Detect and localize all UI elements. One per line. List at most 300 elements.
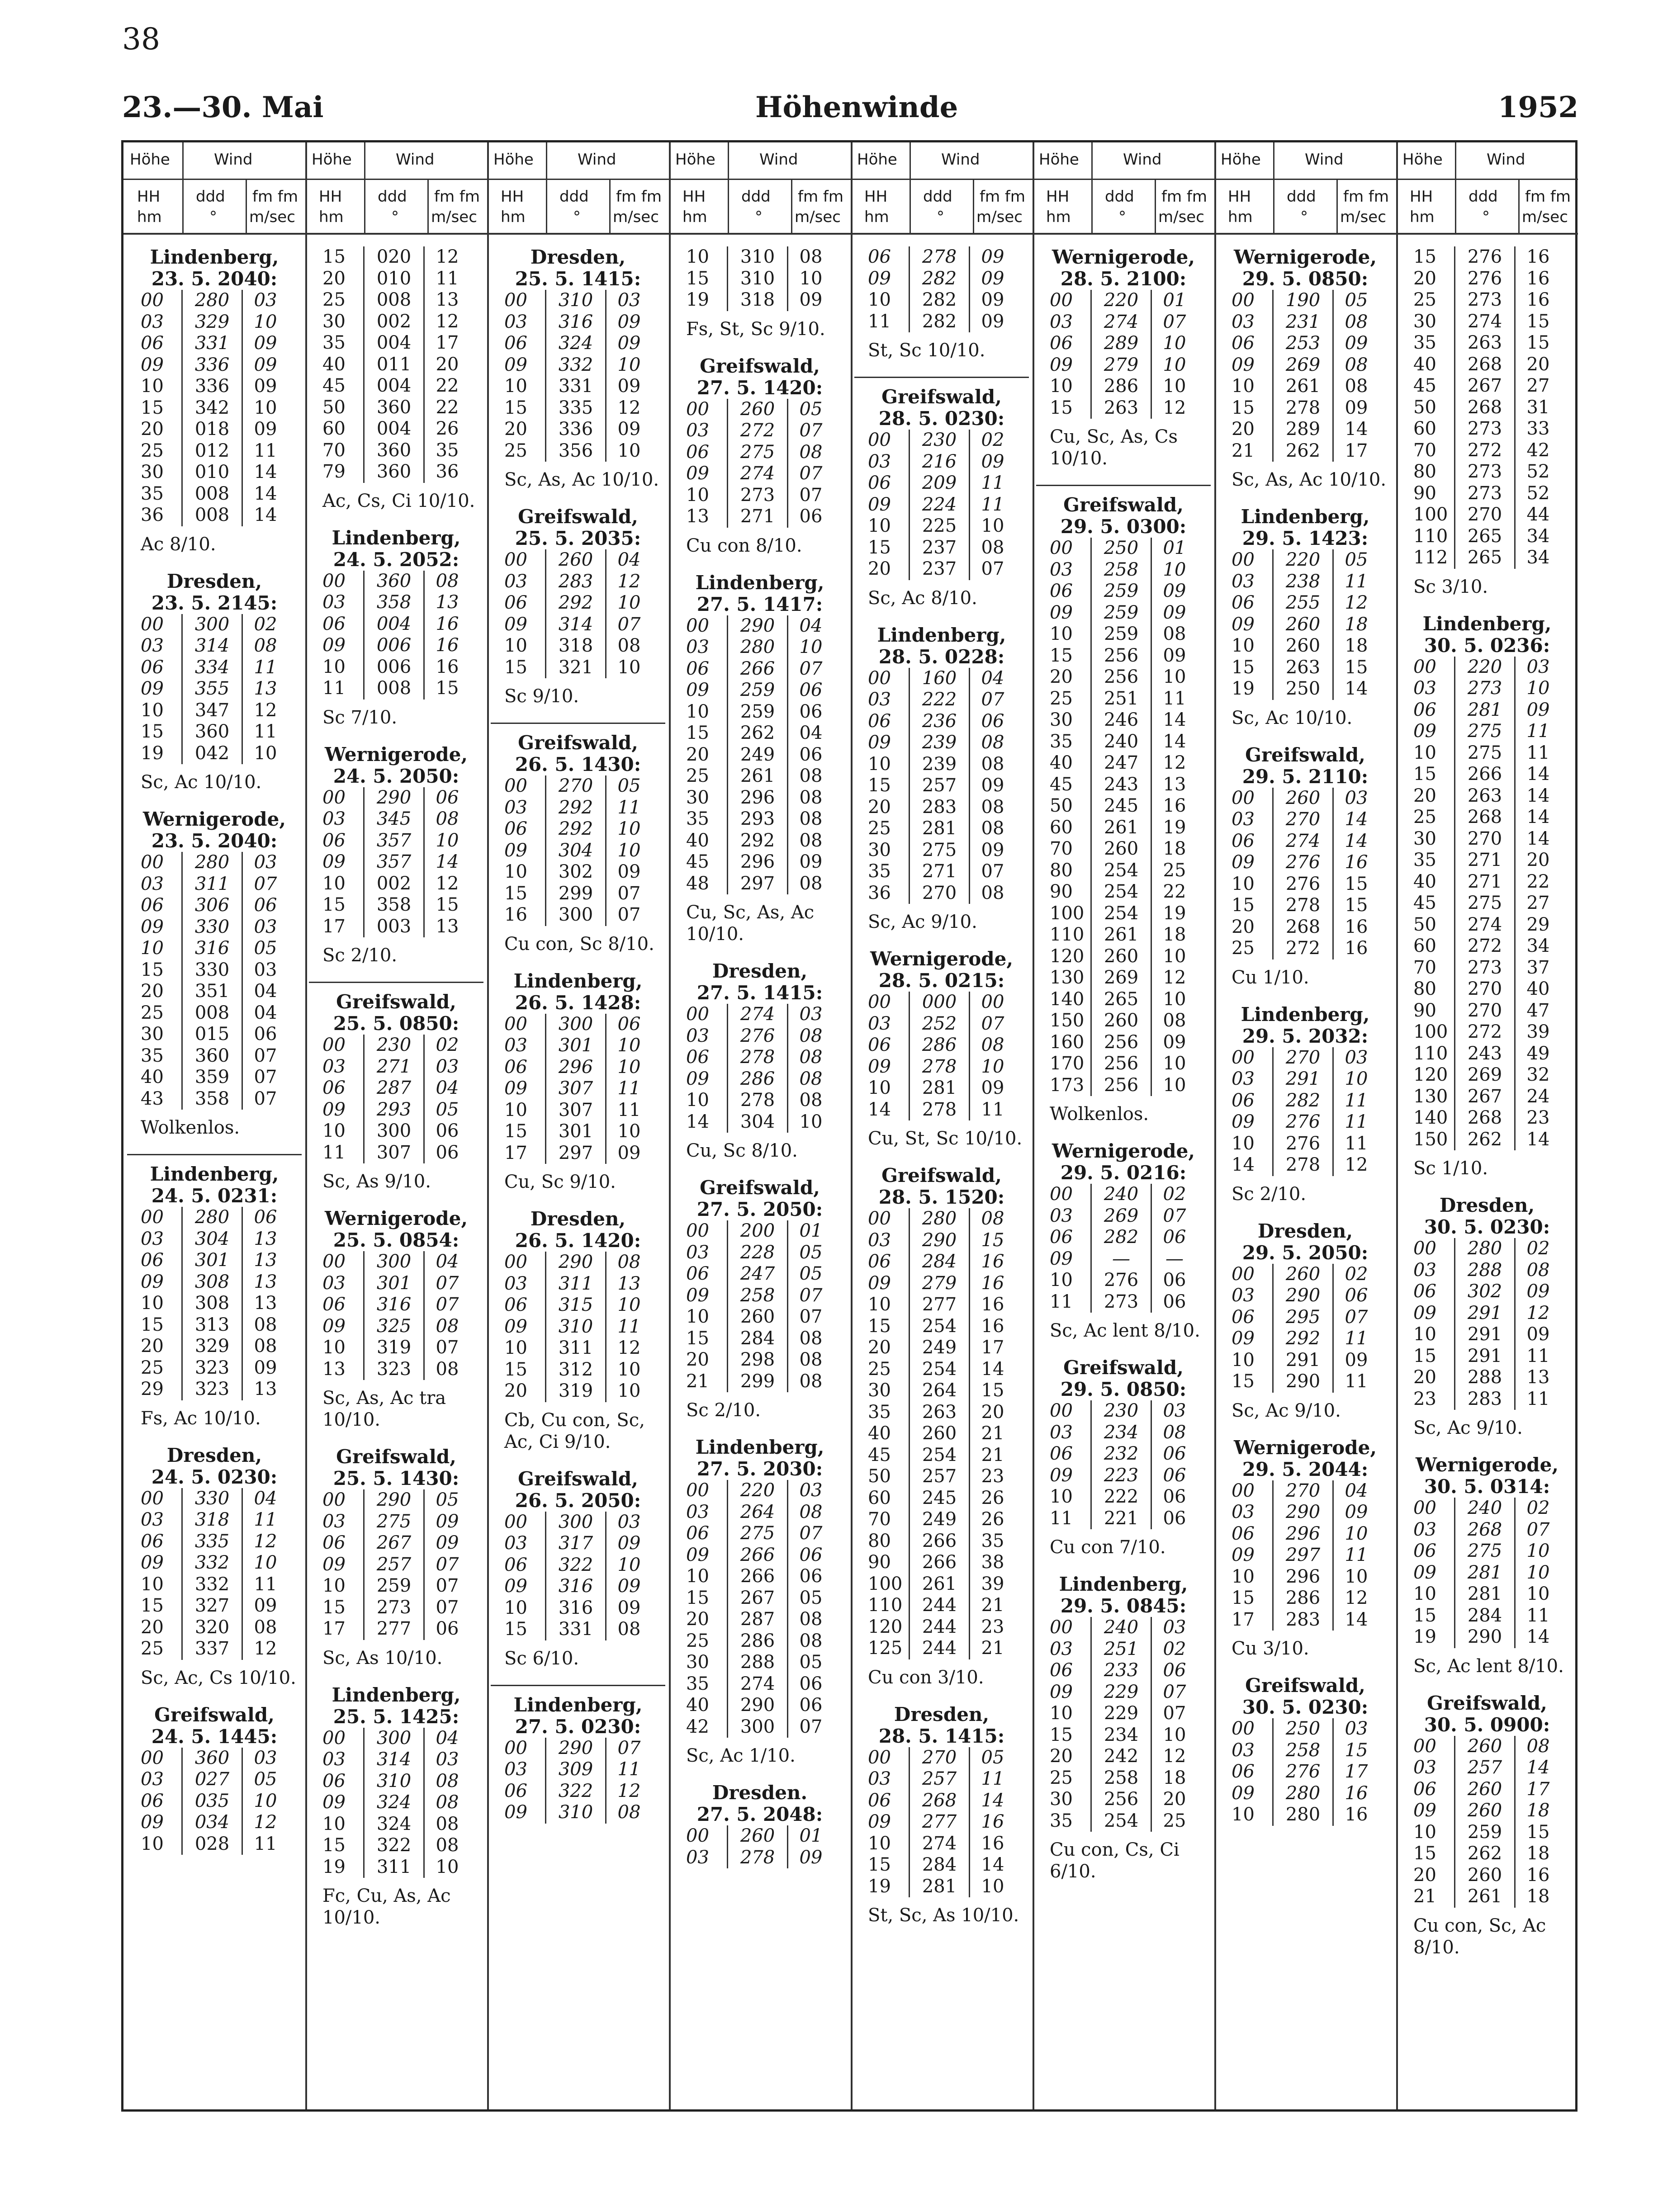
wind-speed: 11 bbox=[981, 473, 1004, 493]
wind-direction: 262 bbox=[1272, 440, 1334, 462]
table-row bbox=[1400, 764, 1574, 785]
table-row bbox=[673, 723, 847, 744]
height-hm: 03 bbox=[141, 311, 164, 332]
wind-direction: 268 bbox=[1272, 917, 1334, 938]
height-hm: 10 bbox=[141, 700, 164, 721]
cloud-remark: Sc, As, Ac 10/10. bbox=[504, 469, 659, 490]
wind-direction: 301 bbox=[545, 1035, 606, 1057]
wind-direction: 278 bbox=[1272, 1154, 1334, 1176]
wind-direction: 259 bbox=[1090, 602, 1152, 624]
height-hm: 130 bbox=[1413, 1086, 1448, 1107]
height-hm: 15 bbox=[1232, 1371, 1255, 1392]
wind-direction: 260 bbox=[1272, 788, 1334, 809]
table-row bbox=[1400, 742, 1574, 764]
wind-direction: 351 bbox=[181, 981, 243, 1002]
sounding-block bbox=[1400, 1692, 1574, 1958]
table-row bbox=[673, 268, 847, 290]
sounding-date: 23. 5. 2040: bbox=[151, 268, 278, 290]
height-hm: 09 bbox=[868, 268, 891, 289]
wind-speed: 52 bbox=[1526, 482, 1550, 504]
wind-speed: 13 bbox=[254, 1379, 277, 1399]
station-name: Greifswald, bbox=[700, 354, 820, 377]
table-row bbox=[309, 1337, 483, 1359]
wind-speed: 11 bbox=[1345, 1133, 1368, 1154]
height-hm: 10 bbox=[322, 1813, 346, 1834]
station-name: Dresden, bbox=[712, 960, 808, 982]
header-divider bbox=[609, 179, 611, 233]
height-hm: 03 bbox=[322, 808, 346, 829]
wind-direction: 276 bbox=[1272, 874, 1334, 895]
wind-direction: 234 bbox=[1090, 1422, 1152, 1444]
table-row bbox=[1036, 1075, 1211, 1097]
wind-speed: 09 bbox=[1526, 699, 1550, 720]
wind-speed: 02 bbox=[1163, 1638, 1186, 1659]
wind-speed: 04 bbox=[799, 723, 823, 743]
height-hm: 45 bbox=[686, 851, 709, 872]
wind-direction: 270 bbox=[1454, 978, 1516, 1000]
wind-speed: 09 bbox=[1163, 645, 1186, 666]
height-hm: 15 bbox=[504, 1359, 527, 1380]
height-hm: 15 bbox=[1413, 246, 1436, 267]
table-row bbox=[854, 689, 1029, 711]
sounding-date: 29. 5. 2032: bbox=[1242, 1025, 1369, 1047]
table-row bbox=[491, 840, 665, 862]
sounding-block bbox=[1400, 613, 1574, 1180]
wind-speed: 15 bbox=[1345, 657, 1368, 678]
height-hm: 70 bbox=[1413, 440, 1436, 461]
wind-direction: 272 bbox=[1272, 938, 1334, 959]
wind-speed: 21 bbox=[981, 1444, 1004, 1465]
header-msec: m/sec bbox=[976, 208, 1023, 226]
wind-speed: 04 bbox=[254, 981, 277, 1002]
wind-speed: 12 bbox=[1163, 967, 1186, 988]
wind-direction: 260 bbox=[727, 1306, 788, 1328]
sounding-date: 24. 5. 2050: bbox=[333, 765, 460, 787]
table-row bbox=[1400, 1281, 1574, 1303]
wind-speed: 09 bbox=[1345, 1502, 1368, 1522]
wind-direction: 332 bbox=[181, 1552, 243, 1574]
height-hm: 03 bbox=[141, 1228, 164, 1249]
height-hm: 15 bbox=[1050, 397, 1073, 418]
wind-speed: 04 bbox=[436, 1727, 459, 1749]
wind-speed: 21 bbox=[981, 1423, 1004, 1444]
wind-speed: 34 bbox=[1526, 547, 1550, 568]
cloud-remark: Sc, As 9/10. bbox=[322, 1171, 431, 1192]
height-hm: 15 bbox=[868, 1854, 891, 1875]
header-hm: hm bbox=[682, 208, 707, 226]
wind-direction: 275 bbox=[727, 442, 788, 463]
wind-direction: 255 bbox=[1272, 592, 1334, 614]
wind-direction: 323 bbox=[181, 1357, 243, 1379]
table-row bbox=[1400, 850, 1574, 871]
height-hm: 110 bbox=[1413, 1043, 1448, 1064]
wind-speed: 15 bbox=[1526, 311, 1550, 332]
table-row bbox=[491, 1252, 665, 1273]
wind-direction: 287 bbox=[363, 1078, 425, 1099]
wind-speed: 16 bbox=[1163, 795, 1186, 816]
table-row bbox=[491, 1057, 665, 1078]
sounding-date: 24. 5. 1445: bbox=[151, 1725, 278, 1748]
height-hm: 09 bbox=[1050, 602, 1073, 623]
wind-direction: 267 bbox=[1454, 1086, 1516, 1108]
wind-direction: — bbox=[1090, 1248, 1152, 1270]
wind-speed: 06 bbox=[1163, 1660, 1186, 1681]
height-hm: 03 bbox=[322, 592, 346, 613]
station-name: Greifswald, bbox=[154, 1703, 275, 1726]
height-hm: 09 bbox=[322, 851, 346, 872]
wind-direction: 268 bbox=[1454, 397, 1516, 419]
wind-speed: 09 bbox=[981, 289, 1004, 310]
wind-speed: 07 bbox=[1163, 311, 1186, 332]
wind-direction: 259 bbox=[727, 701, 788, 723]
table-row bbox=[1400, 440, 1574, 462]
wind-speed: 23 bbox=[981, 1616, 1004, 1637]
wind-direction: 277 bbox=[363, 1618, 425, 1640]
table-row bbox=[1036, 645, 1211, 667]
table-row bbox=[127, 1834, 302, 1855]
wind-direction: 301 bbox=[363, 1273, 425, 1295]
cloud-remark: Sc 2/10. bbox=[1232, 1183, 1307, 1205]
wind-speed: 07 bbox=[799, 420, 823, 441]
column-header bbox=[851, 142, 1033, 235]
table-row bbox=[127, 290, 302, 312]
cloud-remark: Cu con 8/10. bbox=[686, 535, 802, 556]
height-hm: 06 bbox=[322, 830, 346, 851]
table-row bbox=[854, 1294, 1029, 1316]
wind-speed: 12 bbox=[254, 1638, 277, 1659]
table-row bbox=[1218, 549, 1393, 571]
height-hm: 00 bbox=[322, 1489, 346, 1510]
wind-speed: 11 bbox=[254, 1833, 277, 1854]
height-hm: 25 bbox=[141, 1357, 164, 1378]
height-hm: 09 bbox=[504, 840, 527, 861]
wind-speed: 05 bbox=[1345, 290, 1368, 311]
wind-direction: 297 bbox=[545, 1143, 606, 1164]
sounding-block bbox=[854, 377, 1029, 609]
wind-direction: 247 bbox=[1090, 752, 1152, 774]
station-name: Wernigerode, bbox=[1052, 246, 1195, 268]
height-hm: 09 bbox=[1232, 1782, 1255, 1804]
wind-direction: 244 bbox=[909, 1616, 970, 1638]
sounding-date: 29. 5. 1423: bbox=[1242, 527, 1369, 549]
height-hm: 03 bbox=[141, 1769, 164, 1790]
wind-direction: 317 bbox=[545, 1533, 606, 1555]
wind-direction: 279 bbox=[1090, 354, 1152, 376]
wind-speed: 09 bbox=[981, 246, 1004, 267]
height-hm: 25 bbox=[322, 289, 346, 310]
sounding-block bbox=[127, 571, 302, 794]
wind-direction: 228 bbox=[727, 1242, 788, 1264]
wind-speed: 07 bbox=[799, 658, 823, 679]
wind-direction: 296 bbox=[1272, 1566, 1334, 1588]
height-hm: 10 bbox=[1232, 873, 1255, 894]
table-row bbox=[673, 1111, 847, 1133]
wind-direction: 267 bbox=[727, 1588, 788, 1609]
wind-speed: 09 bbox=[617, 1597, 641, 1618]
table-row bbox=[491, 1555, 665, 1576]
table-row bbox=[127, 483, 302, 505]
cloud-remark: Fs, Ac 10/10. bbox=[141, 1408, 261, 1429]
wind-direction: 337 bbox=[181, 1638, 243, 1660]
wind-speed: 14 bbox=[254, 462, 277, 482]
sounding-block bbox=[1400, 1195, 1574, 1439]
sounding-date: 26. 5. 1428: bbox=[515, 991, 641, 1014]
wind-speed: 10 bbox=[1163, 1724, 1186, 1745]
wind-direction: 306 bbox=[181, 895, 243, 917]
table-row bbox=[1400, 1367, 1574, 1389]
table-row bbox=[854, 1488, 1029, 1509]
wind-direction: 042 bbox=[181, 743, 243, 765]
wind-speed: 22 bbox=[1526, 871, 1550, 892]
table-row bbox=[491, 1273, 665, 1295]
wind-speed: 11 bbox=[1163, 688, 1186, 709]
table-row bbox=[1400, 1886, 1574, 1908]
sounding-block bbox=[491, 970, 665, 1193]
station-name: Lindenberg, bbox=[150, 1163, 279, 1185]
wind-direction: 250 bbox=[1272, 1718, 1334, 1740]
wind-speed: 16 bbox=[1526, 246, 1550, 267]
station-name: Lindenberg, bbox=[150, 246, 279, 268]
sounding-block bbox=[309, 246, 483, 512]
height-hm: 03 bbox=[1413, 1519, 1436, 1540]
height-hm: 30 bbox=[322, 311, 346, 332]
sounding-block bbox=[1400, 246, 1574, 598]
table-row bbox=[1218, 657, 1393, 679]
wind-direction: 237 bbox=[909, 558, 970, 580]
height-hm: 10 bbox=[1232, 635, 1255, 656]
table-row bbox=[1036, 581, 1211, 602]
height-hm: 25 bbox=[1232, 938, 1255, 959]
wind-direction: 322 bbox=[545, 1781, 606, 1802]
wind-direction: 302 bbox=[1454, 1281, 1516, 1303]
wind-direction: 224 bbox=[909, 494, 970, 516]
wind-speed: 10 bbox=[799, 1111, 823, 1132]
wind-direction: 271 bbox=[909, 861, 970, 883]
height-hm: 09 bbox=[1232, 1328, 1255, 1349]
height-hm: 19 bbox=[1413, 1626, 1436, 1647]
wind-direction: 281 bbox=[1454, 1583, 1516, 1605]
table-row bbox=[127, 959, 302, 981]
wind-direction: 160 bbox=[909, 668, 970, 690]
wind-direction: 264 bbox=[727, 1502, 788, 1523]
station-name: Lindenberg, bbox=[877, 624, 1006, 646]
table-row bbox=[309, 1511, 483, 1533]
wind-speed: 12 bbox=[254, 1812, 277, 1833]
wind-speed: 10 bbox=[254, 311, 277, 332]
wind-speed: 08 bbox=[1526, 1735, 1550, 1757]
wind-direction: 358 bbox=[363, 894, 425, 916]
height-hm: 06 bbox=[1050, 1660, 1073, 1681]
table-row bbox=[127, 1748, 302, 1769]
wind-direction: 300 bbox=[545, 1512, 606, 1533]
wind-speed: 14 bbox=[1526, 828, 1550, 849]
table-row bbox=[673, 1695, 847, 1716]
station-name: Wernigerode, bbox=[1415, 1454, 1559, 1476]
wind-direction: 335 bbox=[545, 397, 606, 419]
height-hm: 09 bbox=[1050, 1248, 1073, 1269]
height-hm: 80 bbox=[868, 1530, 891, 1551]
wind-direction: 276 bbox=[1272, 852, 1334, 874]
table-row bbox=[127, 1207, 302, 1229]
wind-direction: 018 bbox=[181, 419, 243, 440]
wind-direction: 269 bbox=[1272, 354, 1334, 376]
wind-speed: 27 bbox=[1526, 375, 1550, 396]
wind-direction: 292 bbox=[545, 797, 606, 819]
wind-direction: 336 bbox=[181, 354, 243, 376]
wind-speed: 42 bbox=[1526, 440, 1550, 461]
header-hoehe: Höhe bbox=[857, 151, 897, 169]
height-hm: 03 bbox=[1232, 1068, 1255, 1089]
table-row bbox=[1036, 1746, 1211, 1768]
table-row bbox=[673, 463, 847, 485]
table-column bbox=[1396, 142, 1578, 2109]
wind-speed: 11 bbox=[254, 440, 277, 461]
wind-direction: 004 bbox=[363, 614, 425, 635]
header-hh: HH bbox=[319, 188, 342, 206]
wind-speed: 14 bbox=[1526, 1626, 1550, 1647]
cloud-remark: Sc 9/10. bbox=[504, 686, 579, 707]
table-row bbox=[673, 1609, 847, 1631]
wind-speed: 07 bbox=[436, 1272, 459, 1294]
height-hm: 15 bbox=[141, 397, 164, 418]
wind-direction: 298 bbox=[727, 1349, 788, 1371]
height-hm: 00 bbox=[1413, 1498, 1436, 1518]
height-hm: 29 bbox=[141, 1379, 164, 1399]
table-row bbox=[854, 1747, 1029, 1769]
header-deg: ° bbox=[1300, 208, 1308, 226]
wind-speed: 06 bbox=[799, 680, 823, 700]
height-hm: 48 bbox=[686, 873, 709, 894]
table-row bbox=[1400, 246, 1574, 268]
header-deg: ° bbox=[1118, 208, 1126, 226]
height-hm: 10 bbox=[1232, 1133, 1255, 1154]
wind-direction: 266 bbox=[1454, 764, 1516, 785]
sounding-block bbox=[1218, 506, 1393, 729]
wind-direction: 270 bbox=[545, 775, 606, 797]
wind-direction: 300 bbox=[181, 614, 243, 636]
table-row bbox=[1218, 1350, 1393, 1371]
wind-direction: 240 bbox=[1090, 1184, 1152, 1205]
page-number: 38 bbox=[122, 22, 160, 57]
height-hm: 10 bbox=[686, 484, 709, 506]
wind-direction: 324 bbox=[545, 333, 606, 354]
wind-direction: 290 bbox=[363, 787, 425, 809]
wind-direction: 290 bbox=[363, 1489, 425, 1511]
height-hm: 00 bbox=[686, 615, 709, 636]
table-row bbox=[673, 289, 847, 311]
table-row bbox=[491, 797, 665, 819]
wind-direction: 293 bbox=[727, 808, 788, 830]
sounding-date: 27. 5. 1417: bbox=[696, 593, 823, 615]
wind-speed: 10 bbox=[1345, 1523, 1368, 1544]
height-hm: 10 bbox=[1232, 376, 1255, 397]
wind-speed: 08 bbox=[436, 1792, 459, 1813]
height-hm: 09 bbox=[1050, 354, 1073, 375]
wind-speed: 16 bbox=[981, 1811, 1004, 1832]
sounding-date: 24. 5. 0231: bbox=[151, 1185, 278, 1207]
wind-direction: 290 bbox=[545, 1738, 606, 1759]
wind-speed: 15 bbox=[1345, 1739, 1368, 1761]
height-hm: 17 bbox=[322, 1618, 346, 1639]
wind-speed: 08 bbox=[617, 635, 641, 656]
height-hm: 09 bbox=[686, 680, 709, 700]
wind-direction: 220 bbox=[1272, 549, 1334, 571]
wind-speed: 16 bbox=[1345, 916, 1368, 937]
height-hm: 03 bbox=[504, 1035, 527, 1056]
table-row bbox=[1400, 1303, 1574, 1324]
wind-speed: 18 bbox=[1526, 1843, 1550, 1864]
header-divider bbox=[305, 179, 487, 180]
station-name: Dresden, bbox=[166, 1444, 262, 1466]
wind-speed: — bbox=[1165, 1248, 1184, 1269]
sounding-block bbox=[127, 1445, 302, 1689]
wind-direction: 358 bbox=[363, 592, 425, 614]
station-name: Lindenberg, bbox=[332, 526, 461, 549]
wind-speed: 09 bbox=[1345, 333, 1368, 354]
wind-speed: 08 bbox=[254, 1336, 277, 1357]
wind-direction: 274 bbox=[727, 463, 788, 485]
wind-speed: 16 bbox=[1345, 1804, 1368, 1825]
header-fmfm: fm fm bbox=[1343, 188, 1389, 206]
height-hm: 25 bbox=[1050, 1767, 1073, 1788]
wind-speed: 10 bbox=[617, 354, 641, 375]
wind-speed: 09 bbox=[981, 775, 1004, 796]
wind-speed: 26 bbox=[981, 1509, 1004, 1530]
table-row bbox=[673, 485, 847, 506]
wind-direction: 273 bbox=[1454, 461, 1516, 483]
wind-speed: 13 bbox=[254, 1271, 277, 1292]
wind-direction: 262 bbox=[1454, 1843, 1516, 1865]
wind-direction: 280 bbox=[727, 637, 788, 658]
table-row bbox=[491, 397, 665, 419]
wind-speed: 12 bbox=[1526, 1302, 1550, 1323]
wind-speed: 13 bbox=[254, 1250, 277, 1271]
height-hm: 60 bbox=[868, 1487, 891, 1508]
wind-speed: 08 bbox=[1163, 624, 1186, 644]
wind-direction: 264 bbox=[909, 1380, 970, 1402]
wind-direction: 221 bbox=[1090, 1508, 1152, 1530]
wind-speed: 12 bbox=[1163, 1746, 1186, 1767]
wind-direction: 297 bbox=[727, 873, 788, 895]
header-fmfm: fm fm bbox=[616, 188, 662, 206]
wind-direction: 035 bbox=[181, 1791, 243, 1812]
wind-direction: 256 bbox=[1090, 1789, 1152, 1810]
height-hm: 25 bbox=[1413, 807, 1436, 827]
wind-direction: 256 bbox=[1090, 1075, 1152, 1097]
cloud-remark: Sc, Ac, Cs 10/10. bbox=[141, 1667, 296, 1688]
wind-speed: 10 bbox=[1163, 354, 1186, 375]
wind-speed: 09 bbox=[254, 333, 277, 354]
wind-direction: 290 bbox=[1454, 1626, 1516, 1648]
height-hm: 06 bbox=[686, 658, 709, 679]
wind-speed: 14 bbox=[1526, 1129, 1550, 1150]
table-row bbox=[1036, 1053, 1211, 1075]
wind-speed: 07 bbox=[799, 463, 823, 484]
table-row bbox=[1036, 666, 1211, 688]
height-hm: 06 bbox=[868, 710, 891, 732]
wind-direction: 027 bbox=[181, 1769, 243, 1791]
table-row bbox=[1400, 483, 1574, 505]
wind-speed: 14 bbox=[981, 1790, 1004, 1811]
height-hm: 15 bbox=[141, 1314, 164, 1335]
height-hm: 125 bbox=[868, 1638, 903, 1659]
sounding-block bbox=[309, 982, 483, 1192]
table-column bbox=[851, 142, 1033, 2109]
height-hm: 00 bbox=[686, 1004, 709, 1025]
wind-direction: 282 bbox=[909, 268, 970, 290]
wind-speed: 11 bbox=[1526, 742, 1550, 763]
wind-speed: 09 bbox=[981, 1078, 1004, 1098]
